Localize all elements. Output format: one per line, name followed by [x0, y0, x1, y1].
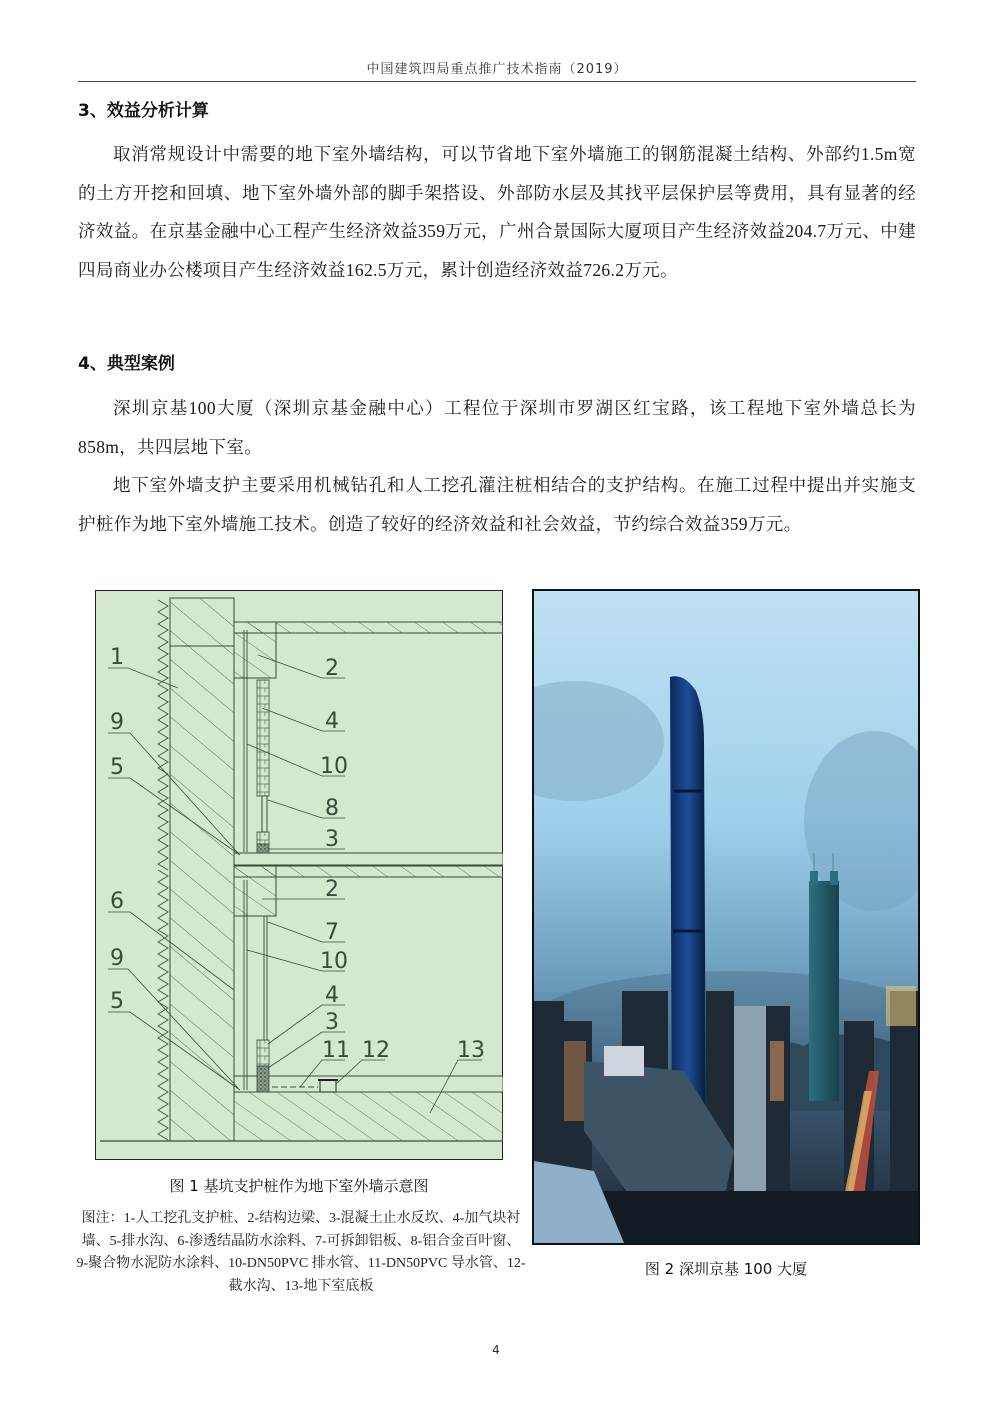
paragraph-benefit-analysis: 取消常规设计中需要的地下室外墙结构，可以节省地下室外墙施工的钢筋混凝土结构、外部约1.5m宽的土方开挖和回填、地下室外墙外部的脚手架搭设、外部防水层及其找平层保护层等费用，具有显著的经济效益。在京基金融中心工程产生经济效益359万元，广州合景国际大厦项目产生经济效益204.7万元、中建四局商业办公楼项目产生经济效益162.5万元，累计创造经济效益726.2万元。	[78, 144, 916, 280]
running-header: 中国建筑四局重点推广技术指南（2019）	[366, 62, 628, 77]
callout-13: 13	[457, 1038, 485, 1063]
callout-11: 11	[322, 1038, 350, 1063]
callout-8: 8	[325, 796, 339, 821]
paragraph-support-structure: 地下室外墙支护主要采用机械钻孔和人工挖孔灌注桩相结合的支护结构。在施工过程中提出并实施支护桩作为地下室外墙施工技术。创造了较好的经济效益和社会效益，节约综合效益359万元。	[78, 475, 916, 534]
section-heading-typical-case: 4、典型案例	[78, 354, 175, 374]
callout-7: 7	[325, 920, 339, 945]
callout-4: 4	[325, 709, 339, 734]
callout-2b: 2	[325, 877, 339, 902]
header-divider	[78, 81, 916, 82]
figure-1-section-drawing	[95, 590, 503, 1160]
page-number: 4	[492, 1343, 500, 1357]
callout-3b: 3	[325, 1010, 339, 1035]
callout-3: 3	[325, 827, 339, 852]
callout-4b: 4	[325, 983, 339, 1008]
figure-1-legend-note: 图注：1-人工挖孔支护桩、2-结构边梁、3-混凝土止水反坎、4-加气块衬墙、5-排水沟、6-渗透结晶防水涂料、7-可拆卸铝板、8-铝合金百叶窗、9-聚合物水泥防水涂料、10-DN50PVC 排水管、11-DN50PVC 导水管、12-截水沟、13-地下室底板	[76, 1211, 526, 1294]
callout-1: 1	[110, 645, 124, 670]
callout-6: 6	[110, 889, 124, 914]
paragraph-project-intro: 深圳京基100大厦（深圳京基金融中心）工程位于深圳市罗湖区红宝路，该工程地下室外墙总长为858m，共四层地下室。	[78, 398, 916, 457]
callout-9b: 9	[110, 946, 124, 971]
callout-5b: 5	[110, 989, 124, 1014]
figure-2-caption: 图 2 深圳京基 100 大厦	[644, 1260, 808, 1278]
figure-1-caption: 图 1 基坑支护桩作为地下室外墙示意图	[169, 1177, 429, 1195]
callout-12: 12	[362, 1038, 390, 1063]
callout-10b: 10	[320, 949, 348, 974]
callout-9: 9	[110, 710, 124, 735]
section-heading-benefit-analysis: 3、效益分析计算	[78, 101, 209, 121]
callout-2: 2	[325, 656, 339, 681]
figure-2-building-photo	[532, 589, 920, 1245]
callout-5: 5	[110, 755, 124, 780]
callout-10: 10	[320, 754, 348, 779]
